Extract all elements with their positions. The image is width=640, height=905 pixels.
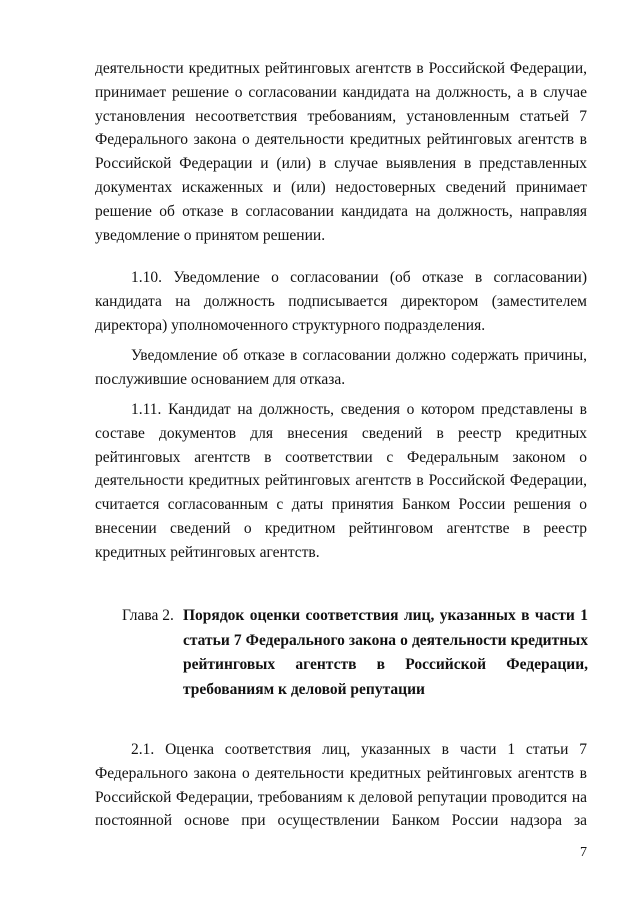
chapter-title-line: Порядок оценки соответствия лиц, указанных в части 1 [183, 607, 588, 624]
chapter-title-line: требованиям к деловой репутации [183, 680, 425, 698]
paragraph-1-10 [95, 266, 587, 337]
paragraph-text: деятельности кредитных рейтинговых агентств в Российской Федерации, принимает решение о согласовании кандидата на должность, а в случае установления несоответствия требованиям, установленным статьей 7 Федерального закона о деятельности кредитных рейтинговых агентств в Российской Федерации и (или) в случае выявления в представленных документах искаженных и (или) недостоверных сведений принимает решение об отказе в согласовании кандидата на должность, направляя уведомление о принятом решении. [95, 60, 587, 244]
paragraph-refusal-reasons [95, 344, 587, 392]
paragraph-text: 1.11. Кандидат на должность, сведения о котором представлены в составе документов для внесения сведений в реестр кредитных рейтинговых агентств в соответствии с Федеральным законом о деятельности кредитных рейтинговых агентств в Российской Федерации, считается согласованным с даты принятия Банком России решения о внесении сведений о кредитном рейтинговом агентстве в реестр кредитных рейтинговых агентств. [95, 401, 587, 561]
chapter-title-line: рейтинговых агентств в Российской Федерации, [183, 656, 588, 674]
paragraph-text: 1.10. Уведомление о согласовании (об отказе в согласовании) кандидата на должность подписывается директором (заместителем директора) уполномоченного структурного подразделения. [95, 269, 587, 334]
paragraph-2-1 [95, 738, 587, 833]
paragraph-text: 2.1. Оценка соответствия лиц, указанных в части 1 статьи 7 Федерального закона о деятельности кредитных рейтинговых агентств в Российской Федерации, требованиям к деловой репутации проводится на постоянной основе при осуществлении Банком России надзора за [95, 741, 587, 830]
chapter-title [183, 604, 588, 702]
paragraph-text: Уведомление об отказе в согласовании должно содержать причины, послужившие основанием для отказа. [95, 347, 587, 388]
paragraph-continuation [95, 57, 587, 247]
paragraph-1-11 [95, 398, 587, 565]
chapter-number: Глава 2. [122, 607, 174, 624]
page-number: 7 [580, 845, 587, 860]
chapter-title-line: статьи 7 Федерального закона о деятельности кредитных [183, 631, 588, 649]
